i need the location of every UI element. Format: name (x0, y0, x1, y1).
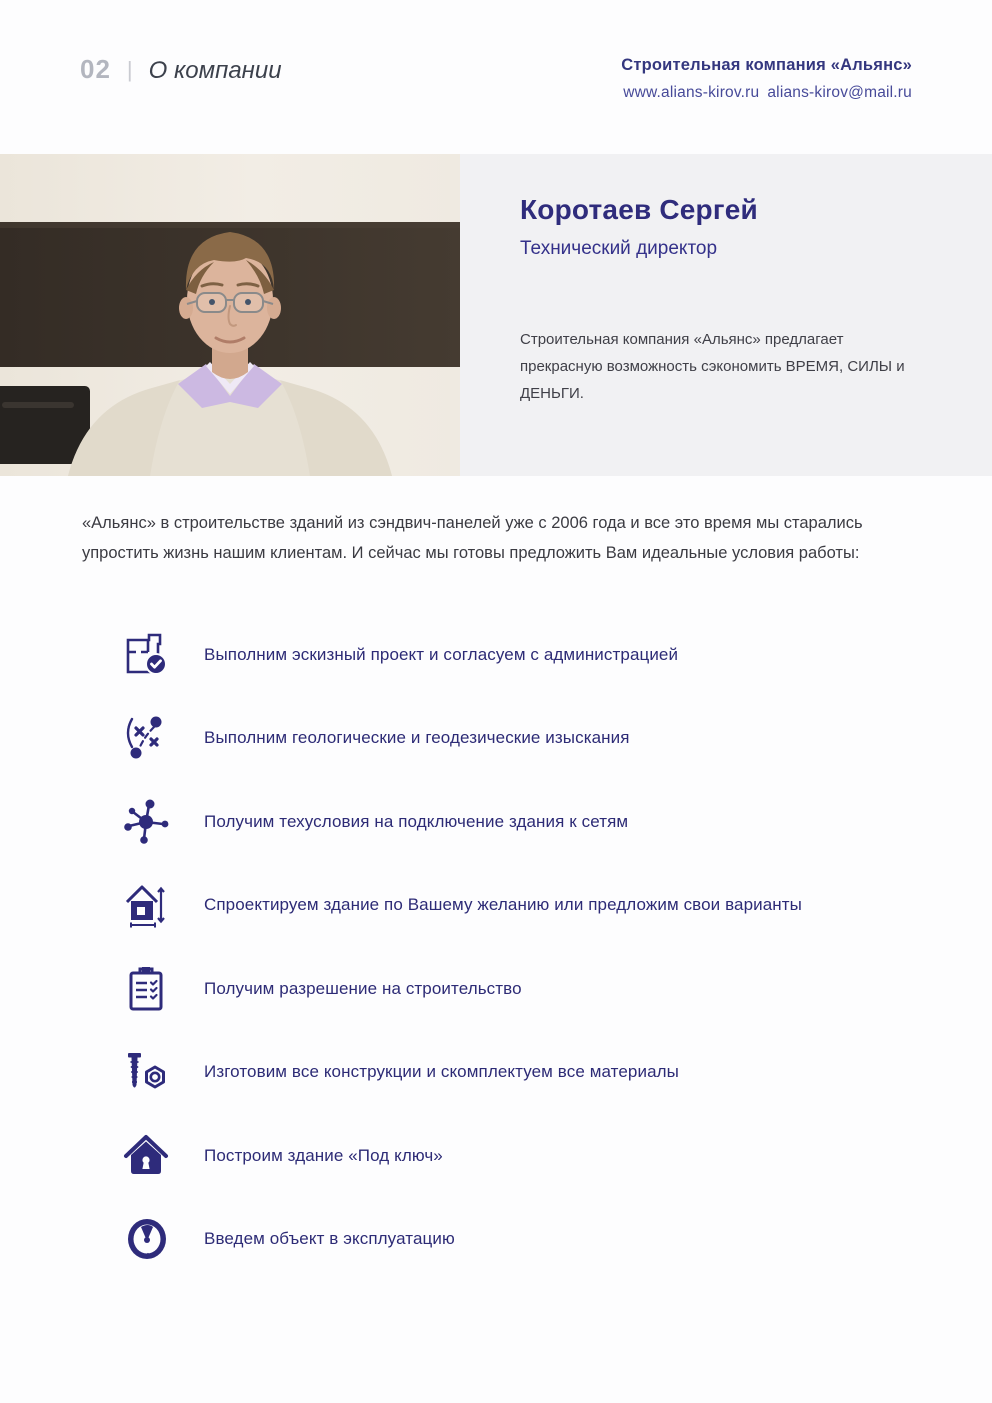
floor-plan-check-icon (122, 630, 172, 680)
service-label: Введем объект в эксплуатацию (204, 1229, 455, 1249)
header-divider: | (126, 57, 133, 82)
service-item (0, 780, 992, 864)
service-label: Изготовим все конструкции и скомплектуем все материалы (204, 1062, 679, 1082)
service-label: Выполним геологические и геодезические изыскания (204, 728, 630, 748)
house-key-icon (122, 1131, 172, 1181)
page-number: 02 (80, 54, 111, 84)
service-item (0, 613, 992, 697)
gauge-icon (122, 1214, 172, 1264)
survey-route-icon (122, 713, 172, 763)
profile-panel (460, 154, 992, 476)
service-label: Получим техусловия на подключение здания к сетям (204, 811, 629, 831)
service-item (0, 947, 992, 1031)
network-hub-icon (122, 797, 172, 847)
person-quote: Строительная компания «Альянс» предлагает прекрасную возможность сэкономить ВРЕМЯ, СИЛЫ и ДЕНЬГИ. (520, 331, 905, 402)
intro-paragraph: «Альянс» в строительстве зданий из сэндвич-панелей уже с 2006 года и все это время мы старались упростить жизнь нашим клиентам. И сейчас мы готовы предложить Вам идеальные условия работы: (82, 514, 863, 562)
profile-section (0, 154, 992, 476)
company-email: alians-kirov@mail.ru (767, 84, 912, 101)
person-name: Коротаев Сергей (520, 194, 758, 225)
header-left (80, 54, 282, 85)
service-label: Выполним эскизный проект и согласуем с администрацией (204, 644, 679, 664)
service-item (0, 1198, 992, 1282)
service-item (0, 697, 992, 781)
service-label: Спроектируем здание по Вашему желанию или предложим свои варианты (204, 895, 802, 915)
service-item (0, 1031, 992, 1115)
clipboard-checklist-icon (122, 964, 172, 1014)
service-label: Получим разрешение на строительство (204, 978, 522, 998)
service-label: Построим здание «Под ключ» (204, 1145, 443, 1165)
company-contacts (621, 84, 912, 102)
company-website: www.alians-kirov.ru (623, 84, 760, 101)
header-right (621, 54, 912, 102)
service-item (0, 864, 992, 948)
services-list (0, 613, 992, 1281)
page-header (80, 54, 912, 102)
service-item (0, 1114, 992, 1198)
person-role: Технический директор (520, 238, 718, 259)
company-name: Строительная компания «Альянс» (621, 56, 912, 74)
screw-nut-icon (122, 1047, 172, 1097)
section-title: О компании (148, 57, 282, 84)
portrait-photo (0, 154, 460, 476)
house-measure-icon (122, 880, 172, 930)
